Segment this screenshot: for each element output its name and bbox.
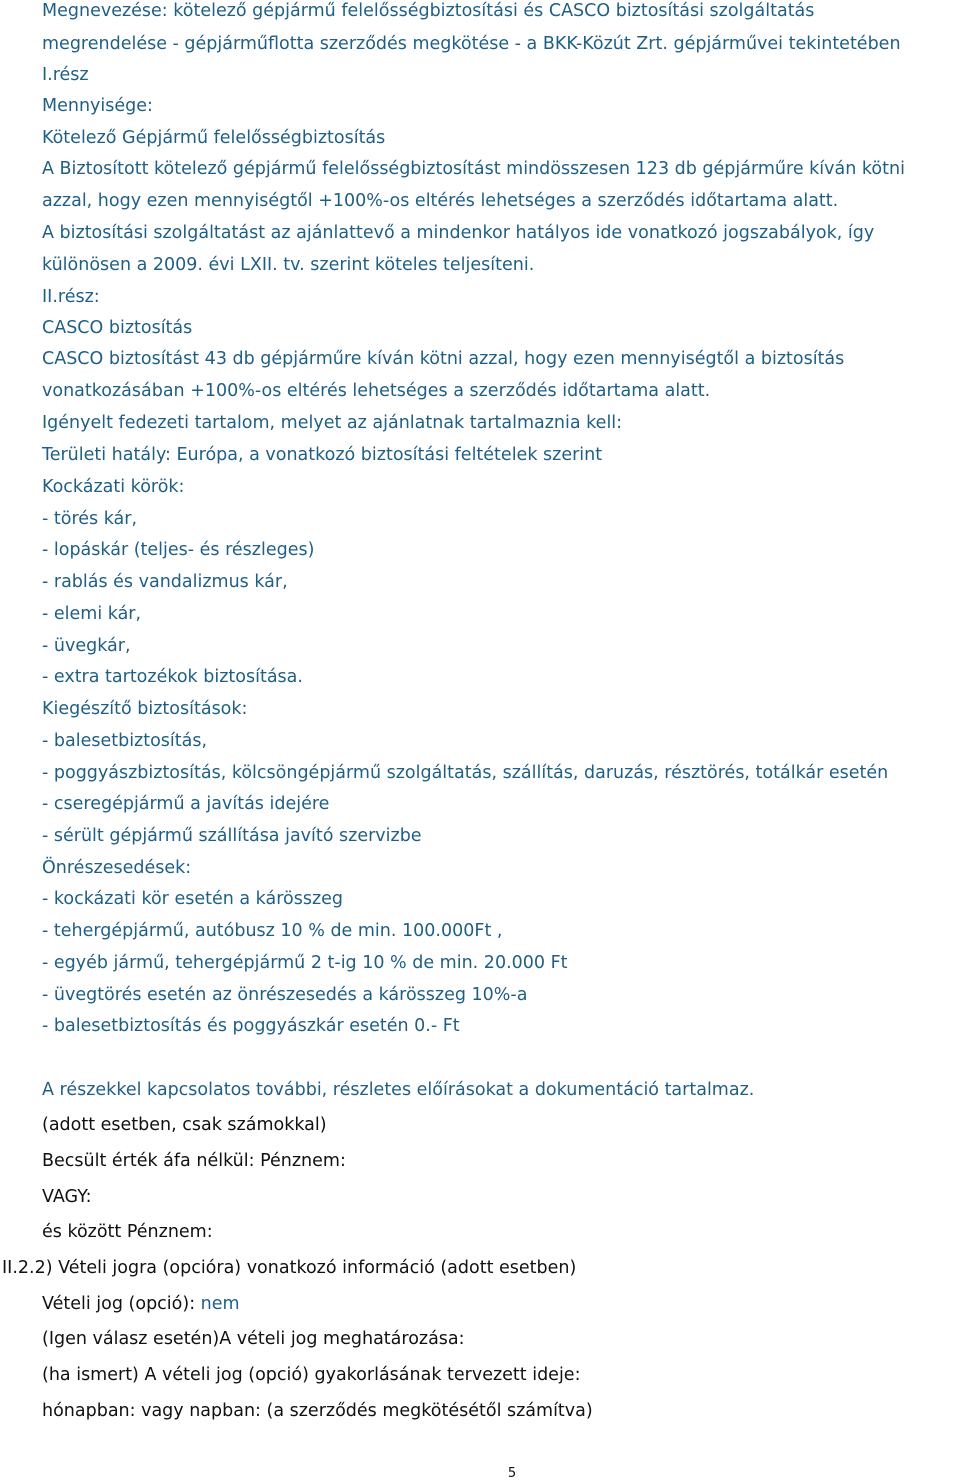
list-item: - üvegtörés esetén az önrészesedés a kárösszeg 10%-a: [42, 985, 528, 1005]
list-item: - balesetbiztosítás,: [42, 731, 208, 751]
text-line: (ha ismert) A vételi jog (opció) gyakorlásának tervezett ideje:: [42, 1365, 581, 1385]
text-line: A részekkel kapcsolatos további, részletes előírásokat a dokumentáció tartalmaz.: [42, 1080, 755, 1100]
list-item: - üvegkár,: [42, 636, 131, 656]
text-line: I.rész: [42, 65, 89, 85]
text-line: Becsült érték áfa nélkül: Pénznem:: [42, 1151, 346, 1171]
text-line: [42, 1293, 240, 1315]
text-line: A biztosítási szolgáltatást az ajánlattevő a mindenkor hatályos ide vonatkozó jogszabályok, így: [42, 223, 875, 243]
list-item: - elemi kár,: [42, 604, 142, 624]
list-item: - cseregépjármű a javítás idejére: [42, 794, 330, 814]
list-item: - balesetbiztosítás és poggyászkár esetén 0.- Ft: [42, 1016, 460, 1036]
list-item: - egyéb jármű, tehergépjármű 2 t-ig 10 % de min. 20.000 Ft: [42, 953, 568, 973]
section-heading: II.2.2) Vételi jogra (opcióra) vonatkozó információ (adott esetben): [2, 1258, 577, 1278]
list-item: - lopáskár (teljes- és részleges): [42, 540, 315, 560]
text-line: vonatkozásában +100%-os eltérés lehetséges a szerződés időtartama alatt.: [42, 381, 711, 401]
text-line: Önrészesedések:: [42, 858, 192, 878]
text-line: hónapban: vagy napban: (a szerződés megkötésétől számítva): [42, 1401, 593, 1421]
page-number: 5: [507, 1466, 517, 1481]
text-line: Kötelező Gépjármű felelősségbiztosítás: [42, 128, 386, 148]
text-line: azzal, hogy ezen mennyiségtől +100%-os eltérés lehetséges a szerződés időtartama alatt.: [42, 191, 839, 211]
list-item: - extra tartozékok biztosítása.: [42, 667, 303, 687]
text-line: II.rész:: [42, 287, 100, 307]
list-item: - törés kár,: [42, 509, 138, 529]
text-line: A Biztosított kötelező gépjármű felelősségbiztosítást mindösszesen 123 db gépjárműre kíván kötni: [42, 159, 905, 179]
list-item: - tehergépjármű, autóbusz 10 % de min. 100.000Ft ,: [42, 921, 503, 941]
text-line: Kiegészítő biztosítások:: [42, 699, 248, 719]
text-line: Igényelt fedezeti tartalom, melyet az ajánlatnak tartalmaznia kell:: [42, 413, 623, 433]
text-line: (Igen válasz esetén)A vételi jog meghatározása:: [42, 1329, 465, 1349]
list-item: - rablás és vandalizmus kár,: [42, 572, 288, 592]
list-item: - kockázati kör esetén a kárösszeg: [42, 889, 344, 909]
text-line: CASCO biztosítás: [42, 318, 193, 338]
list-item: - sérült gépjármű szállítása javító szervizbe: [42, 826, 422, 846]
text-line: megrendelése - gépjárműflotta szerződés megkötése - a BKK-Közút Zrt. gépjárművei tekintetében: [42, 34, 901, 54]
text-line: különösen a 2009. évi LXII. tv. szerint köteles teljesíteni.: [42, 255, 535, 275]
veteli-jog-label: Vételi jog (opció):: [42, 1294, 196, 1314]
list-item: - poggyászbiztosítás, kölcsöngépjármű szolgáltatás, szállítás, daruzás, résztörés, totálkár esetén: [42, 763, 889, 783]
text-line: Mennyisége:: [42, 96, 153, 116]
text-line: VAGY:: [42, 1187, 92, 1207]
text-line: és között Pénznem:: [42, 1222, 213, 1242]
text-line: CASCO biztosítást 43 db gépjárműre kíván kötni azzal, hogy ezen mennyiségtől a biztosítás: [42, 349, 845, 369]
text-line: Kockázati körök:: [42, 477, 185, 497]
text-line: (adott esetben, csak számokkal): [42, 1115, 327, 1135]
veteli-jog-value: nem: [200, 1294, 240, 1314]
text-line: Területi hatály: Európa, a vonatkozó biztosítási feltételek szerint: [42, 445, 603, 465]
text-line: Megnevezése: kötelező gépjármű felelősségbiztosítási és CASCO biztosítási szolgáltatás: [42, 1, 815, 21]
